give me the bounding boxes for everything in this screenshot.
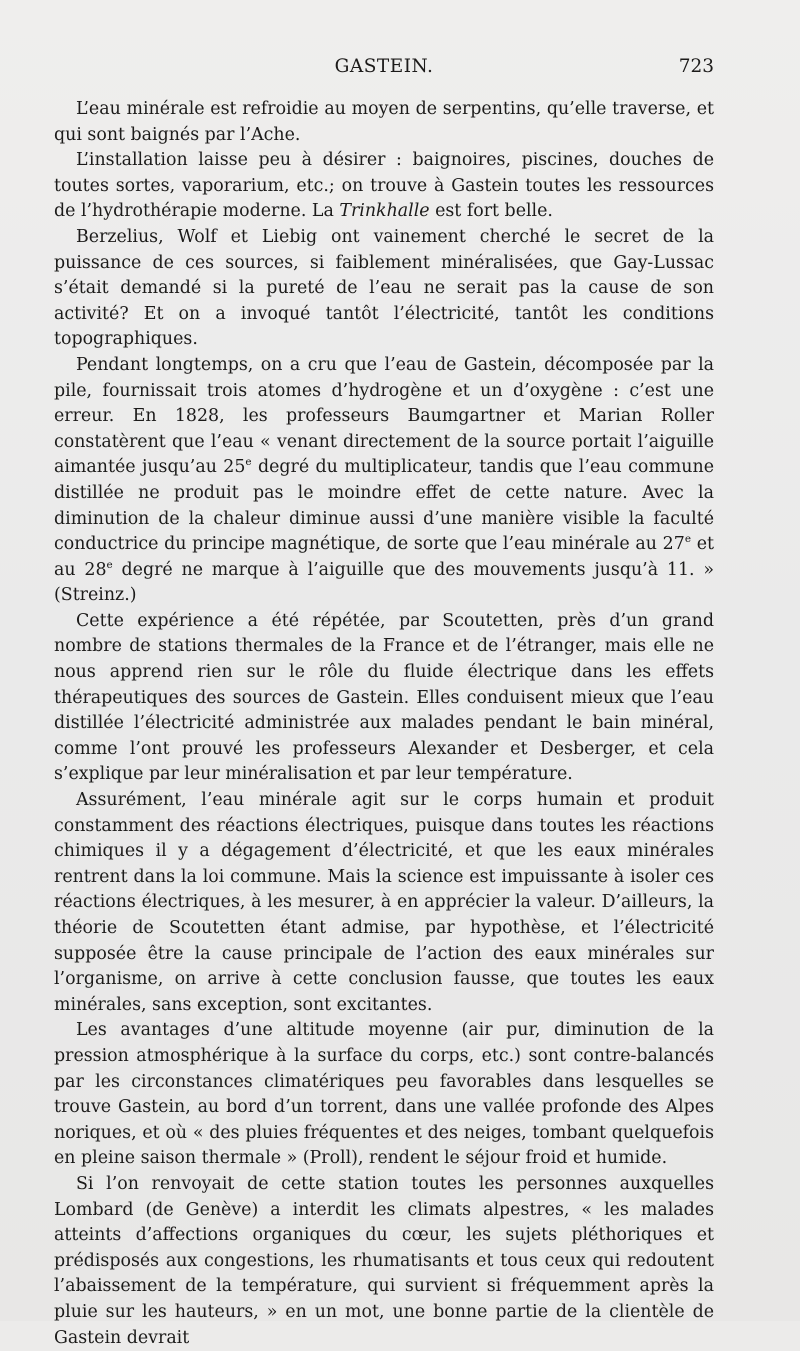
text-segment: degré ne marque à l’aiguille que des mouvements jusqu’à 11. » (Streinz.): [54, 559, 714, 606]
text-segment: Berzelius, Wolf et Liebig ont vainement cherché le secret de la puissance de ces sources, si faiblement minéralisées, que Gay-Lussac s’était demandé si la pureté de l’eau ne serait pas la cause de son activité? Et on a invoqué tantôt l’électricité, tantôt les conditions topographiques.: [54, 226, 714, 350]
text-segment: et au 28: [54, 534, 715, 580]
paragraph: [54, 788, 714, 1018]
text-segment: est fort belle.: [429, 201, 553, 222]
text-segment: Pendant longtemps, on a cru que l’eau de Gastein, décomposée par la pile, fournissait trois atomes d’hydrogène et un d’oxygène : c’est une erreur. En 1828, les professeurs Baumgartner et Marian Roller constatèrent que l’eau « venant directement de la source portait l’aiguille aimantée jusqu’au 25: [54, 354, 714, 478]
text-segment: Assurément, l’eau minérale agit sur le corps humain et produit constamment des réactions électriques, puisque dans toutes les réactions chimiques il y a dégagement d’électricité, et que les eaux minérales rentrent dans la loi commune. Mais la science est impuissante à isoler ces réactions électriques, à les mesurer, à en apprécier la valeur. D’ailleurs, la théorie de Scoutetten étant admise, par hypothèse, et l’électricité supposée être la cause principale de l’action des eaux minérales sur l’organisme, on arrive à cette conclusion fausse, que toutes les eaux minérales, sans exception, sont excitantes.: [54, 790, 714, 1015]
body-text: [54, 97, 714, 1351]
paragraph: [54, 1018, 714, 1172]
paragraph: [54, 1172, 714, 1351]
italic-term: Trinkhalle: [339, 201, 430, 222]
running-header: [54, 56, 714, 86]
text-segment: Les avantages d’une altitude moyenne (air pur, diminution de la pression atmosphérique à la surface du corps, etc.) sont contre-balancés par les circonstances climatériques peu favorables dans lesquelles se trouve Gastein, au bord d’un torrent, dans une vallée profonde des Alpes noriques, et où « des pluies fréquentes et des neiges, tombant quelquefois en pleine saison thermale » (Proll), rendent le séjour froid et humide.: [54, 1020, 714, 1169]
ordinal-superscript: e: [106, 558, 113, 571]
text-segment: Si l’on renvoyait de cette station toutes les personnes auxquelles Lombard (de Genève) a interdit les climats alpestres, « les malades atteints d’affections organiques du cœur, les sujets pléthoriques et prédisposés aux congestions, les rhumatisants et tous ceux qui redoutent l’abaissement de la température, qui survient si fréquemment après la pluie sur les hauteurs, » en un mot, une bonne partie de la clientèle de Gastein devrait: [54, 1173, 714, 1348]
running-title: GASTEIN.: [334, 56, 434, 77]
text-segment: degré du multiplicateur, tandis que l’eau commune distillée ne produit pas le moindre effet de cette nature. Avec la diminution de la chaleur diminue aussi d’une manière visible la faculté conductrice du principe magnétique, de sorte que l’eau minérale au 27: [54, 457, 714, 555]
paragraph: [54, 609, 714, 788]
text-segment: L’installation laisse peu à désirer : baignoires, piscines, douches de toutes sortes, vaporarium, etc.; on trouve à Gastein toutes les ressources de l’hydrothérapie moderne. La: [54, 150, 714, 222]
text-segment: L’eau minérale est refroidie au moyen de serpentins, qu’elle traverse, et qui sont baignés par l’Ache.: [54, 99, 714, 145]
page-number: 723: [678, 56, 714, 77]
paragraph: [54, 97, 714, 148]
paragraph: [54, 148, 714, 225]
text-segment: Cette expérience a été répétée, par Scoutetten, près d’un grand nombre de stations thermales de la France et de l’étranger, mais elle ne nous apprend rien sur le rôle du fluide électrique dans les effets thérapeutiques des sources de Gastein. Elles conduisent mieux que l’eau distillée l’électricité administrée aux malades pendant le bain minéral, comme l’ont prouvé les professeurs Alexander et Desberger, et cela s’explique par leur minéralisation et par leur température.: [54, 610, 714, 785]
paragraph: [54, 353, 714, 609]
ordinal-superscript: e: [684, 533, 691, 546]
ordinal-superscript: e: [245, 456, 252, 469]
paragraph: [54, 225, 714, 353]
